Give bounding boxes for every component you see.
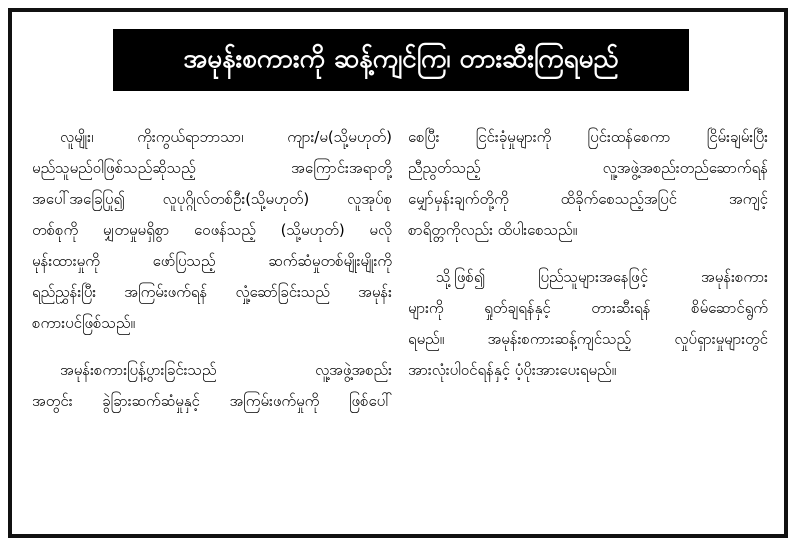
text-line: လူမျိုး၊ ကိုးကွယ်ရာဘာသာ၊ ကျား/မ(သို့မဟုတ်)	[60, 128, 392, 146]
text-line: အပေါ်အခြေပြု၍ လူပုဂ္ဂိုလ်တစ်ဦး(သို့မဟုတ်) လူအုပ်စု	[32, 190, 392, 208]
text-line: မျှော်မှန်းချက်တို့ကို ထိခိုက်စေသည့်အပြင် အကျင့်	[408, 190, 768, 208]
text-line: မည်သူမည်ဝါဖြစ်သည်ဆိုသည့် အကြောင်းအရာတို့	[32, 159, 392, 177]
text-line: အားလုံးပါဝင်ရန်နှင့် ပံ့ပိုးအားပေးရမည်။	[408, 361, 617, 379]
text-line: အမုန်းစကားပြန့်ပွားခြင်းသည် လူ့အဖွဲ့အစည်း	[60, 361, 392, 379]
text-line: အတွင်း ခွဲခြားဆက်ဆံမှုနှင့် အကြမ်းဖက်မှုကို ဖြစ်ပေါ်	[32, 392, 392, 410]
paragraph-gap	[32, 339, 392, 355]
text-line: များကို ရှုတ်ချရန်နှင့် တားဆီးရန် စိမ်ဆောင်ရွက်	[408, 299, 768, 317]
text-line: စကားပင်ဖြစ်သည်။	[32, 314, 136, 332]
text-line: တစ်စုကို မျှတမှုမရှိစွာ ဝေဖန်သည့် (သို့မဟုတ်) မလို	[32, 221, 392, 239]
text-line: သို့ဖြစ်၍ ပြည်သူများအနေဖြင့် အမုန်းစကား	[436, 268, 768, 286]
right-column	[408, 122, 768, 386]
text-line: ညီညွတ်သည့် လူ့အဖွဲ့အစည်းတည်ဆောက်ရန်	[408, 159, 768, 177]
text-line: ရည်ညွှန်းပြီး အကြမ်းဖက်ရန် လှုံ့ဆော်ခြင်းသည် အမုန်း	[32, 283, 392, 301]
text-line: မုန်းထားမှုကို ဖော်ပြသည့် ဆက်ဆံမှုတစ်မျိုးမျိုးကို	[32, 252, 392, 270]
left-column	[32, 122, 392, 417]
title-text: အမုန်းစကားကို ဆန့်ကျင်ကြ၊ တားဆီးကြရမည်	[183, 43, 619, 74]
paragraph-gap	[408, 246, 768, 262]
text-line: စေပြီး ငြင်းခုံမှုများကို ပြင်းထန်စေကာ ငြိမ်းချမ်းပြီး	[408, 128, 768, 146]
text-line: ရမည်။ အမုန်းစကားဆန့်ကျင်သည့် လှုပ်ရှားမှုများတွင်	[408, 330, 768, 348]
text-line: စာရိတ္တကိုလည်း ထိပါးစေသည်။	[408, 221, 578, 239]
page-title	[113, 29, 689, 91]
